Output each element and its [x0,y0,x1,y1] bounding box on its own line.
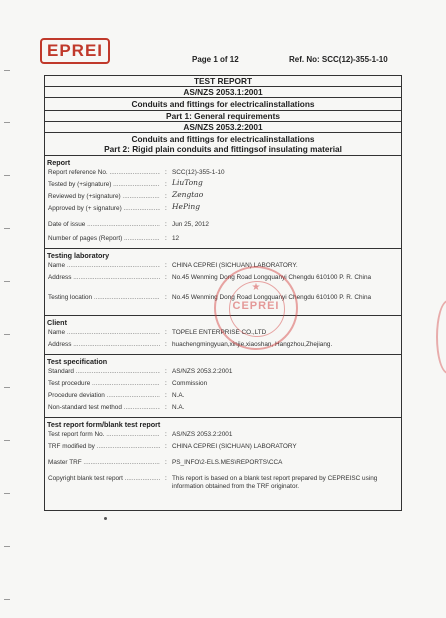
field-label: TRF modified by ..... [48,443,160,451]
field-label: Master TRF ..... [48,459,160,467]
section-title: Client [47,318,67,327]
standard-2-code: AS/NZS 2053.2:2001 [45,122,401,133]
field-row: Copyright blank test report ..... : This report is based on a blank test report prepared by CEPREISC using information obtained from the TRF originator. [45,473,401,493]
stamp-text: CEPREI [232,300,280,312]
field-label: Tested by (+signature) ..... [48,181,160,189]
field-row: Master TRF ..... : PS_INFO\2-ELS.MES\REPORTS\CCA [45,457,401,473]
standard-2-part: Part 2: Rigid plain conduits and fittingsof insulating material [104,144,342,154]
test-spec-section [45,355,401,418]
field-label: Approved by (+ signature) ..... [48,205,160,213]
field-row: Date of issue ..... : Jun 25, 2012 [45,219,401,231]
field-label: Number of pages (Report) ..... [48,235,160,243]
field-value: huachengmingyuan,xinjie,xiaoshan, Hangzhou,Zhejiang. [172,341,333,348]
field-value: SCC(12)-355-1-10 [172,169,225,176]
signature-tested: LiuTong [172,178,203,187]
field-value: CHINA CEPREI (SICHUAN) LABORATORY. [172,262,298,269]
field-label: Report reference No. ..... [48,169,160,177]
field-label: Test procedure ..... [48,380,160,388]
field-row: Report reference No. ..... : SCC(12)-355-1-10 [45,167,401,179]
standard-1-title-text: Conduits and fittings for electricalinstallations [131,99,315,109]
field-row: Procedure deviation ..... : N.A. [45,390,401,402]
field-row: TRF modified by ..... : CHINA CEPREI (SICHUAN) LABORATORY [45,441,401,457]
field-label: Standard ..... [48,368,160,376]
ink-dot [104,517,107,520]
lab-seal-stamp [214,266,298,350]
page-number: Page 1 of 12 [192,55,239,64]
field-value: This report is based on a blank test report prepared by CEPREISC using information obtained from the TRF originator. [172,475,378,490]
section-title: Report [47,158,71,167]
field-row: Number of pages (Report) ..... : 12 [45,233,401,245]
field-label: Reviewed by (+signature) ..... [48,193,160,201]
report-heading: TEST REPORT [45,76,401,87]
field-value: CHINA CEPREI (SICHUAN) LABORATORY [172,443,297,450]
section-title: Test report form/blank test report [47,420,161,429]
standard-1-part: Part 1: General requirements [45,111,401,122]
field-label: Name ..... [48,262,160,270]
field-label: Address ..... [48,274,160,282]
report-section [45,156,401,249]
field-value: No.45 Wenming Dong Road Longquanyi Chengdu 610100 P. R. China [172,294,372,301]
field-value: TOPELE ENTERPRISE CO.,LTD [172,329,267,336]
field-row: Address ..... : No.45 Wenming Dong Road Longquanyi Chengdu 610100 P. R. China [45,272,401,292]
edge-seal-stamp [436,300,446,374]
field-label: Copyright blank test report ..... [48,475,160,483]
field-label: Testing location ..... [48,294,160,302]
section-title: Testing laboratory [47,251,110,260]
field-value: N.A. [172,404,185,411]
signature-approved: HePing [172,202,201,211]
field-row: Test report form No. ..... : AS/NZS 2053.2:2001 [45,429,401,441]
field-row: Test procedure ..... : Commission [45,378,401,390]
field-label: Name ..... [48,329,160,337]
field-value: AS/NZS 2053.2:2001 [172,431,233,438]
field-label: Non-standard test method ..... [48,404,160,412]
field-row: Tested by (+signature) ..... : LiuTong [45,179,401,191]
field-row: Name ..... : TOPELE ENTERPRISE CO.,LTD [45,327,401,339]
signature-reviewed: Zengtao [172,190,204,199]
field-label: Procedure deviation ..... [48,392,160,400]
field-label: Address ..... [48,341,160,349]
field-row: Non-standard test method ..... : N.A. [45,402,401,414]
field-row: Reviewed by (+signature) ..... : Zengtao [45,191,401,203]
field-row: Standard ..... : AS/NZS 2053.2:2001 [45,366,401,378]
field-label: Test report form No. ..... [48,431,160,439]
field-value: 12 [172,235,180,242]
field-value: AS/NZS 2053.2:2001 [172,368,233,375]
test-report-form-section [45,418,401,496]
field-row: Approved by (+ signature) ..... : HePing [45,203,401,215]
field-value: No.45 Wenming Dong Road Longquanyi Chengdu 610100 P. R. China [172,274,372,281]
standard-1-code: AS/NZS 2053.1:2001 [45,87,401,98]
field-value: Jun 25, 2012 [172,221,209,228]
standard-2-title [45,133,401,156]
field-value: N.A. [172,392,185,399]
section-title: Test specification [47,357,108,366]
star-icon: ★ [251,282,261,293]
standard-1-title [45,98,401,111]
field-value: Commission [172,380,208,387]
field-row: Testing location ..... : No.45 Wenming Dong Road Longquanyi Chengdu 610100 P. R. China [45,292,401,312]
reference-number: Ref. No: SCC(12)-355-1-10 [289,55,388,64]
standard-2-title-text: Conduits and fittings for electricalinstallations [131,134,315,144]
ceprei-logo: EPREI [40,38,110,64]
field-row: Name ..... : CHINA CEPREI (SICHUAN) LABORATORY. [45,260,401,272]
field-value: PS_INFO\2-ELS.MES\REPORTS\CCA [172,459,283,466]
field-row: Address ..... : huachengmingyuan,xinjie,xiaoshan, Hangzhou,Zhejiang. [45,339,401,351]
field-label: Date of issue ..... [48,221,160,229]
